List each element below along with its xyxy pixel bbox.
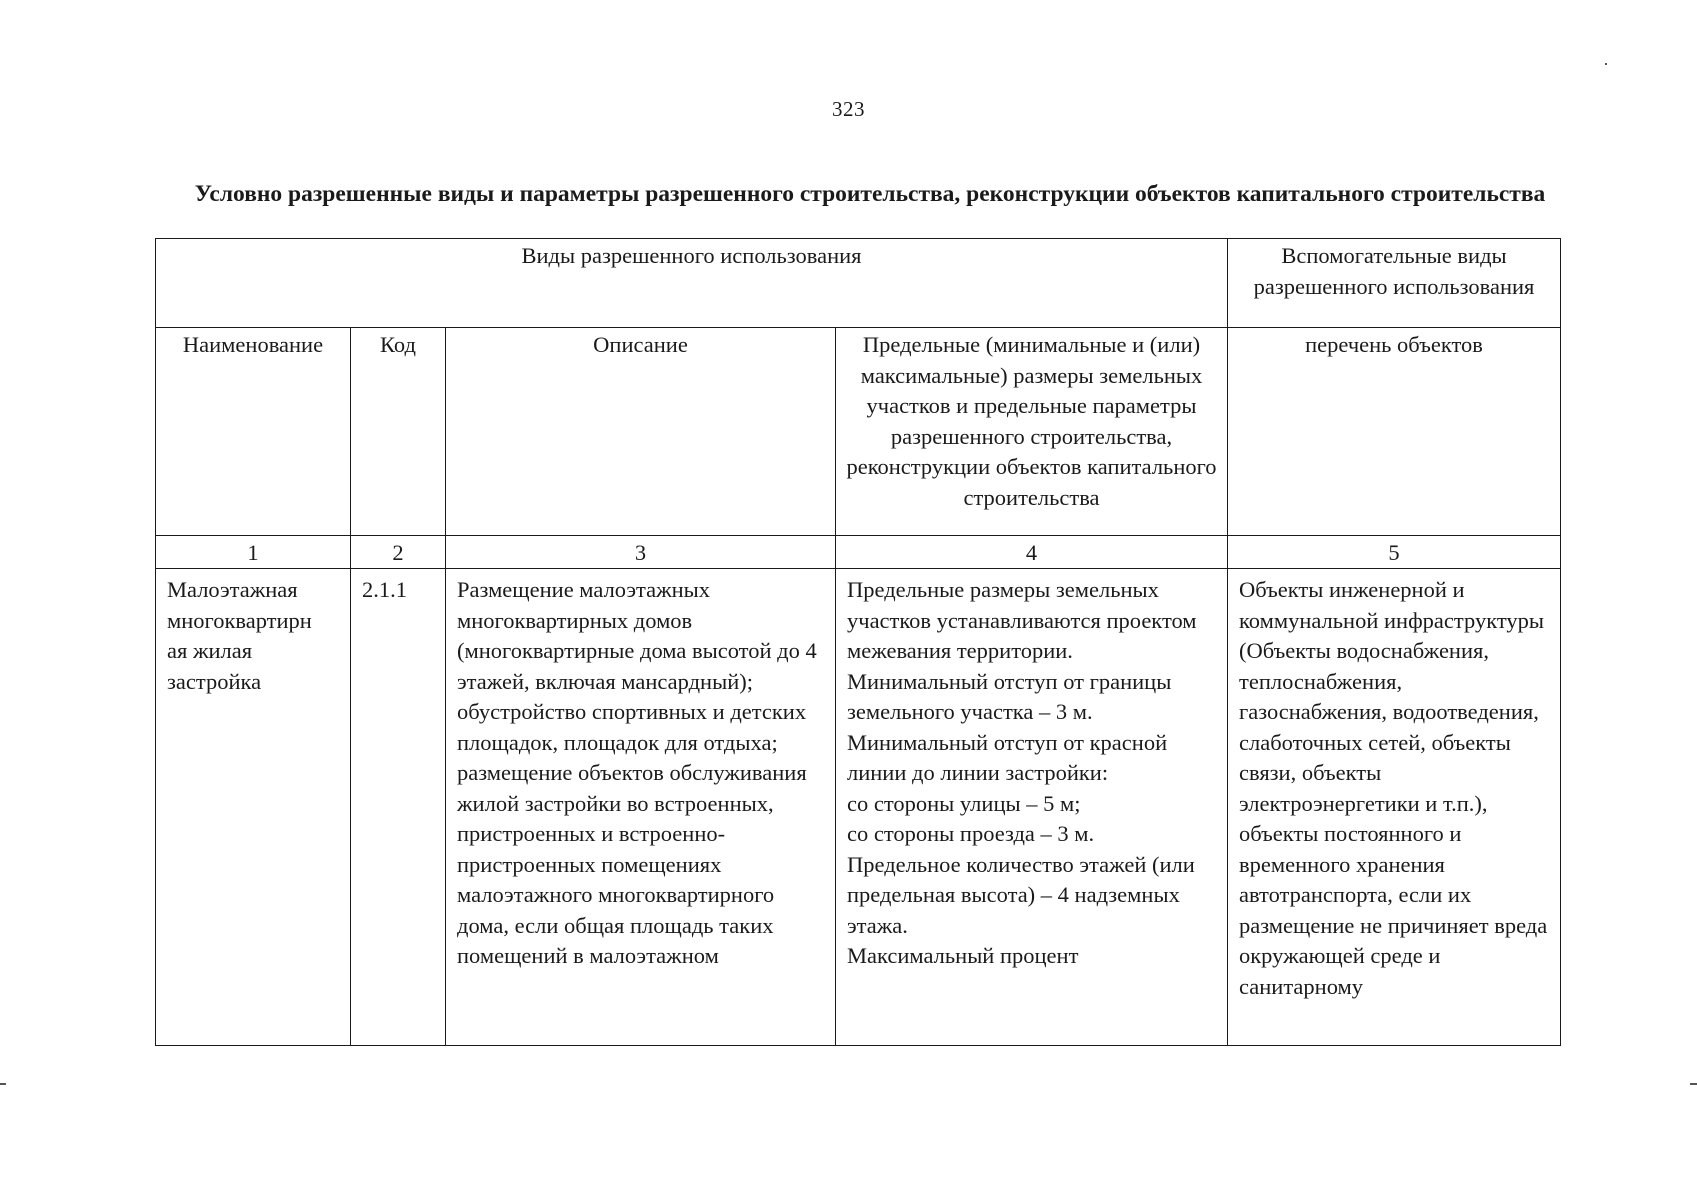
document-title: Условно разрешенные виды и параметры разрешенного строительства, реконструкции объектов капитального строительства	[194, 181, 1546, 207]
column-number: 2	[351, 536, 446, 569]
column-header-aux-list: перечень объектов	[1228, 328, 1561, 536]
table-column-numbers-row	[156, 536, 1561, 569]
column-number: 5	[1228, 536, 1561, 569]
scan-mark	[0, 1083, 6, 1085]
table-column-header-row	[156, 328, 1561, 536]
cell-code: 2.1.1	[351, 569, 446, 1046]
column-header-description: Описание	[446, 328, 836, 536]
column-number: 1	[156, 536, 351, 569]
group-header-main: Виды разрешенного использования	[156, 239, 1228, 328]
table-group-header-row	[156, 239, 1561, 328]
group-header-aux: Вспомогательные виды разрешенного использования	[1228, 239, 1561, 328]
scan-mark	[1605, 63, 1607, 65]
table-row	[156, 569, 1561, 1046]
cell-description: Размещение малоэтажных многоквартирных домов (многоквартирные дома высотой до 4 этажей, включая мансардный); обустройство спортивных и детских площадок, площадок для отдыха; размещение объектов обслуживания жилой застройки во встроенных, пристроенных и встроенно-пристроенных помещениях малоэтажного многоквартирного дома, если общая площадь таких помещений в малоэтажном	[446, 569, 836, 1046]
page-number: 323	[832, 97, 865, 121]
column-header-limits: Предельные (минимальные и (или) максимальные) размеры земельных участков и предельные параметры разрешенного строительства, реконструкции объектов капитального строительства	[836, 328, 1228, 536]
cell-limits: Предельные размеры земельных участков устанавливаются проектом межевания территории. Минимальный отступ от границы земельного участка – 3 м. Минимальный отступ от красной линии до линии застройки: со стороны улицы – 5 м; со стороны проезда – 3 м. Предельное количество этажей (или предельная высота) – 4 надземных этажа. Максимальный процент	[836, 569, 1228, 1046]
land-use-table	[155, 238, 1561, 1046]
column-number: 3	[446, 536, 836, 569]
cell-aux-objects: Объекты инженерной и коммунальной инфраструктуры (Объекты водоснабжения, теплоснабжения, газоснабжения, водоотведения, слаботочных сетей, объекты связи, объекты электроэнергетики и т.п.), объекты постоянного и временного хранения автотранспорта, если их размещение не причиняет вреда окружающей среде и санитарному	[1228, 569, 1561, 1046]
column-header-code: Код	[351, 328, 446, 536]
cell-name: Малоэтажная многоквартирн ая жилая застройка	[156, 569, 351, 1046]
column-number: 4	[836, 536, 1228, 569]
scan-mark	[1690, 1083, 1697, 1085]
column-header-name: Наименование	[156, 328, 351, 536]
